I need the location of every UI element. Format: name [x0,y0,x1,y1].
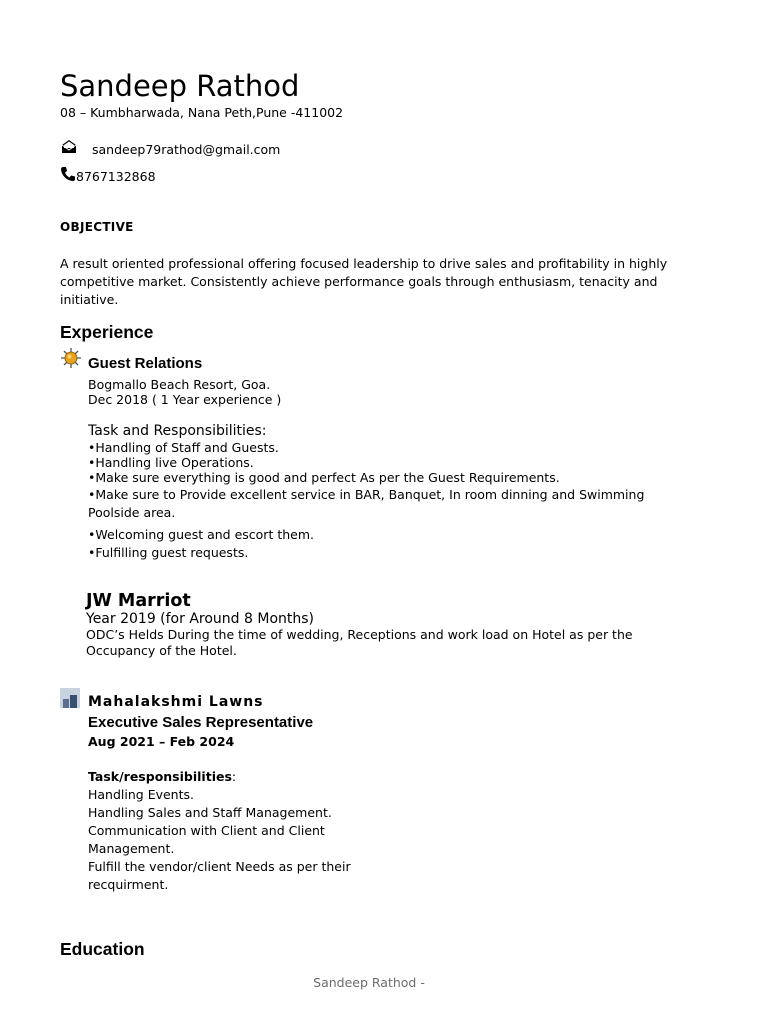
list-item: Handling Events. [88,787,194,802]
list-item: Fulfill the vendor/client Needs as per their recquirment. [88,859,351,892]
page-footer: Sandeep Rathod - [313,975,425,990]
list-item: •Fulfilling guest requests. [88,545,249,560]
job-tasks [88,768,368,894]
tasks-heading: Task and Responsibilities: [88,423,267,439]
objective-text: A result oriented professional offering focused leadership to drive sales and profitability in highly competitive market. Consistently achieve performance goals through enthusiasm, tenacity and initiative. [60,256,668,307]
list-item: •Make sure to Provide excellent service in BAR, Banquet, In room dinning and Swimming Poolside area. [88,487,645,520]
phone-icon [60,166,76,182]
job-role: Executive Sales Representative [88,714,314,731]
job-title-mahalakshmi-lawns: Mahalakshmi Lawns [88,694,264,710]
job-date: Dec 2018 ( 1 Year experience ) [88,392,282,407]
candidate-name: Sandeep Rathod [60,69,300,103]
education-heading: Education [60,939,145,959]
tasks-label: Task/responsibilities: [88,769,237,784]
objective-heading: OBJECTIVE [60,220,134,234]
sun-icon [60,347,82,369]
address: 08 – Kumbharwada, Nana Peth,Pune -411002 [60,105,344,120]
job-description: ODC’s Helds During the time of wedding, Receptions and work load on Hotel as per the Occupancy of the Hotel. [86,627,633,658]
list-item: •Handling live Operations. [88,455,254,470]
list-item: •Welcoming guest and escort them. [88,527,314,542]
experience-heading: Experience [60,322,154,342]
envelope-icon [61,138,77,154]
phone-number: 8767132868 [76,169,156,184]
list-item: Communication with Client and Client Management. [88,823,325,856]
list-item: •Make sure everything is good and perfect As per the Guest Requirements. [88,470,560,485]
building-icon [60,688,80,708]
job-title-guest-relations: Guest Relations [88,355,203,372]
job-date-range: Aug 2021 – Feb 2024 [88,734,235,749]
list-item: Handling Sales and Staff Management. [88,805,332,820]
list-item: •Handling of Staff and Guests. [88,440,279,455]
job-year: Year 2019 (for Around 8 Months) [86,611,314,627]
job-title-jw-marriot: JW Marriot [86,591,191,611]
email-address: sandeep79rathod@gmail.com [92,142,281,157]
job-location: Bogmallo Beach Resort, Goa. [88,377,271,392]
